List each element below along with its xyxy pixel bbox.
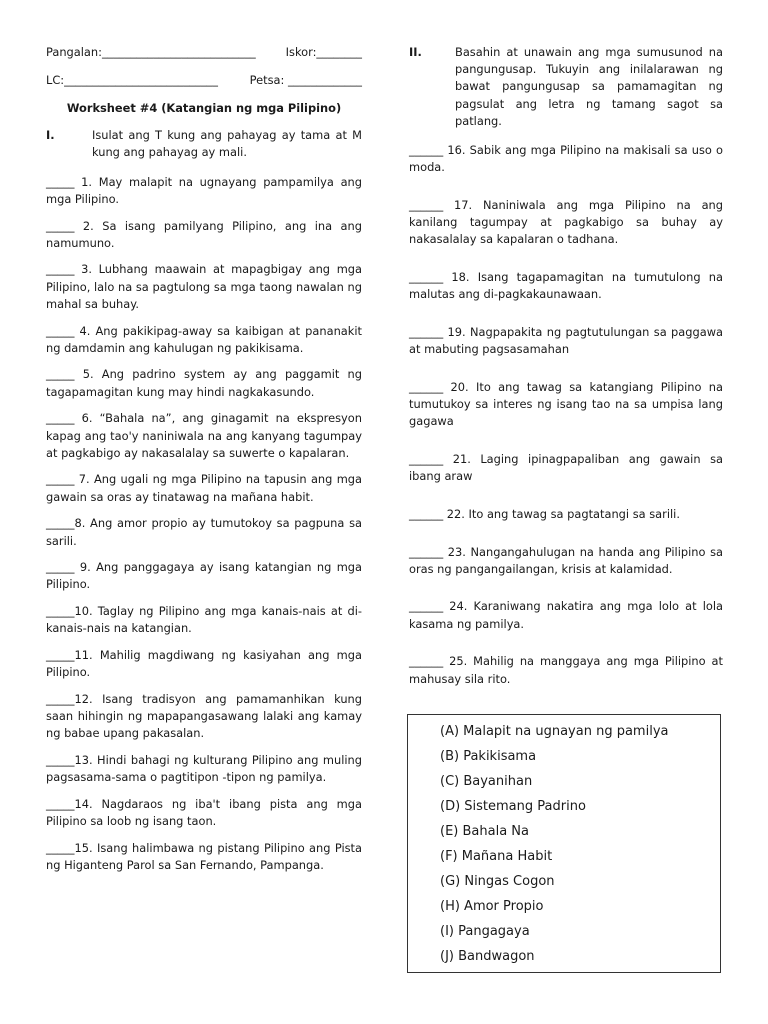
choice-g: (G) Ningas Cogon — [440, 874, 555, 889]
score-field-label: Iskor:________ — [285, 45, 362, 59]
question-17: ______ 17. Naniniwala ang mga Pilipino na ang kanilang tagumpay at pagkabigo sa buhay ay nakasalalay sa kapalaran o tadhana. — [409, 197, 723, 247]
worksheet-title: Worksheet #4 (Katangian ng mga Pilipino) — [66, 101, 342, 115]
question-22: ______ 22. Ito ang tawag sa pagtatangi sa sarili. — [409, 506, 680, 521]
question-12: _____12. Isang tradisyon ang pamamanhikan kung saan hihingin ng mapapangasawang lalaki ang kamay ng babae upang pakasalan. — [46, 691, 362, 741]
question-10: _____10. Taglay ng Pilipino ang mga kanais-nais at di-kanais-nais na katangian. — [46, 604, 362, 636]
question-14: _____14. Nagdaraos ng iba't ibang pista ang mga Pilipino sa loob ng isang taon. — [46, 797, 362, 829]
section-2-number: II. — [409, 45, 422, 59]
date-field-label: Petsa: _____________ — [249, 73, 362, 87]
question-19: ______ 19. Nagpapakita ng pagtutulungan sa paggawa at mabuting pagsasamahan — [409, 324, 723, 357]
section-2-instruction — [409, 44, 723, 130]
section-2-instruction-text: Basahin at unawain ang mga sumusunod na pangungusap. Tukuyin ang inilalarawan ng bawat pangungusap sa pamamagitan ng pagsulat ang letra ng tamang sagot sa patlang. — [455, 45, 723, 128]
choice-j: (J) Bandwagon — [440, 949, 535, 964]
choice-a: (A) Malapit na ugnayan ng pamilya — [440, 724, 669, 739]
choice-d: (D) Sistemang Padrino — [440, 799, 586, 814]
question-21: ______ 21. Laging ipinagpapaliban ang gawain sa ibang araw — [409, 451, 723, 484]
question-2: _____ 2. Sa isang pamilyang Pilipino, ang ina ang namumuno. — [46, 218, 362, 250]
choice-b: (B) Pakikisama — [440, 749, 537, 764]
question-11: _____11. Mahilig magdiwang ng kasiyahan ang mga Pilipino. — [46, 648, 362, 680]
question-13: _____13. Hindi bahagi ng kulturang Pilipino ang muling pagsasama-sama o pagtitipon -tipon ng pamilya. — [46, 753, 362, 785]
question-23: ______ 23. Nangangahulugan na handa ang Pilipino sa oras ng pangangailangan, krisis at kalamidad. — [409, 544, 723, 576]
question-20: ______ 20. Ito ang tawag sa katangiang Pilipino na tumutukoy sa interes ng isang tao na sa umpisa lang gagawa — [409, 379, 723, 429]
section-1-items — [46, 174, 362, 875]
choice-c: (C) Bayanihan — [440, 774, 533, 789]
answer-choices-box — [407, 714, 721, 973]
question-18: ______ 18. Isang tagapamagitan na tumutulong na malutas ang di-pagkakaunawaan. — [409, 270, 723, 302]
right-column — [409, 44, 723, 708]
name-field-label: Pangalan:___________________________ — [46, 45, 256, 59]
section-1-instruction — [46, 127, 362, 161]
question-15: _____15. Isang halimbawa ng pistang Pilipino ang Pista ng Higanteng Parol sa San Fernando, Pampanga. — [46, 840, 362, 873]
question-7: _____ 7. Ang ugali ng mga Pilipino na tapusin ang mga gawain sa oras ay tinatawag na mañana habit. — [46, 472, 362, 504]
question-3: _____ 3. Lubhang maawain at mapagbigay ang mga Pilipino, lalo na sa pagtulong sa mga taong nawalan ng mahal sa buhay. — [46, 262, 362, 311]
name-score-row — [46, 44, 362, 72]
question-24: ______ 24. Karaniwang nakatira ang mga lolo at lola kasama ng pamilya. — [409, 599, 723, 631]
question-4: _____ 4. Ang pakikipag-away sa kaibigan at pananakit ng damdamin ang kahulugan ng pakikisama. — [46, 323, 362, 355]
left-column — [46, 44, 362, 884]
question-8: _____8. Ang amor propio ay tumutokoy sa pagpuna sa sarili. — [46, 516, 362, 548]
question-25: ______ 25. Mahilig na manggaya ang mga Pilipino at mahusay sila rito. — [409, 654, 723, 686]
choice-e: (E) Bahala Na — [440, 824, 529, 839]
question-16: ______ 16. Sabik ang mga Pilipino na makisali sa uso o moda. — [409, 143, 723, 175]
section-1-number: I. — [46, 128, 55, 143]
question-6: _____ 6. “Bahala na”, ang ginagamit na ekspresyon kapag ang tao'y naniniwala na ang kanyang tagumpay at pagkabigo ay nakasalalay sa suwerte o kapalaran. — [46, 411, 362, 460]
section-2-items — [409, 142, 723, 688]
choice-f: (F) Mañana Habit — [440, 849, 553, 864]
lc-field-label: LC:___________________________ — [46, 73, 218, 87]
choice-h: (H) Amor Propio — [440, 899, 544, 914]
choice-i: (I) Pangagaya — [440, 924, 530, 939]
question-1: _____ 1. May malapit na ugnayang pampamilya ang mga Pilipino. — [46, 174, 362, 206]
section-1-instruction-text: Isulat ang T kung ang pahayag ay tama at M kung ang pahayag ay mali. — [92, 128, 362, 160]
question-5: _____ 5. Ang padrino system ay ang paggamit ng tagapamagitan kung may hindi nagkakasundo. — [46, 367, 362, 399]
lc-date-row — [46, 72, 362, 100]
question-9: _____ 9. Ang panggagaya ay isang katangian ng mga Pilipino. — [46, 560, 362, 592]
